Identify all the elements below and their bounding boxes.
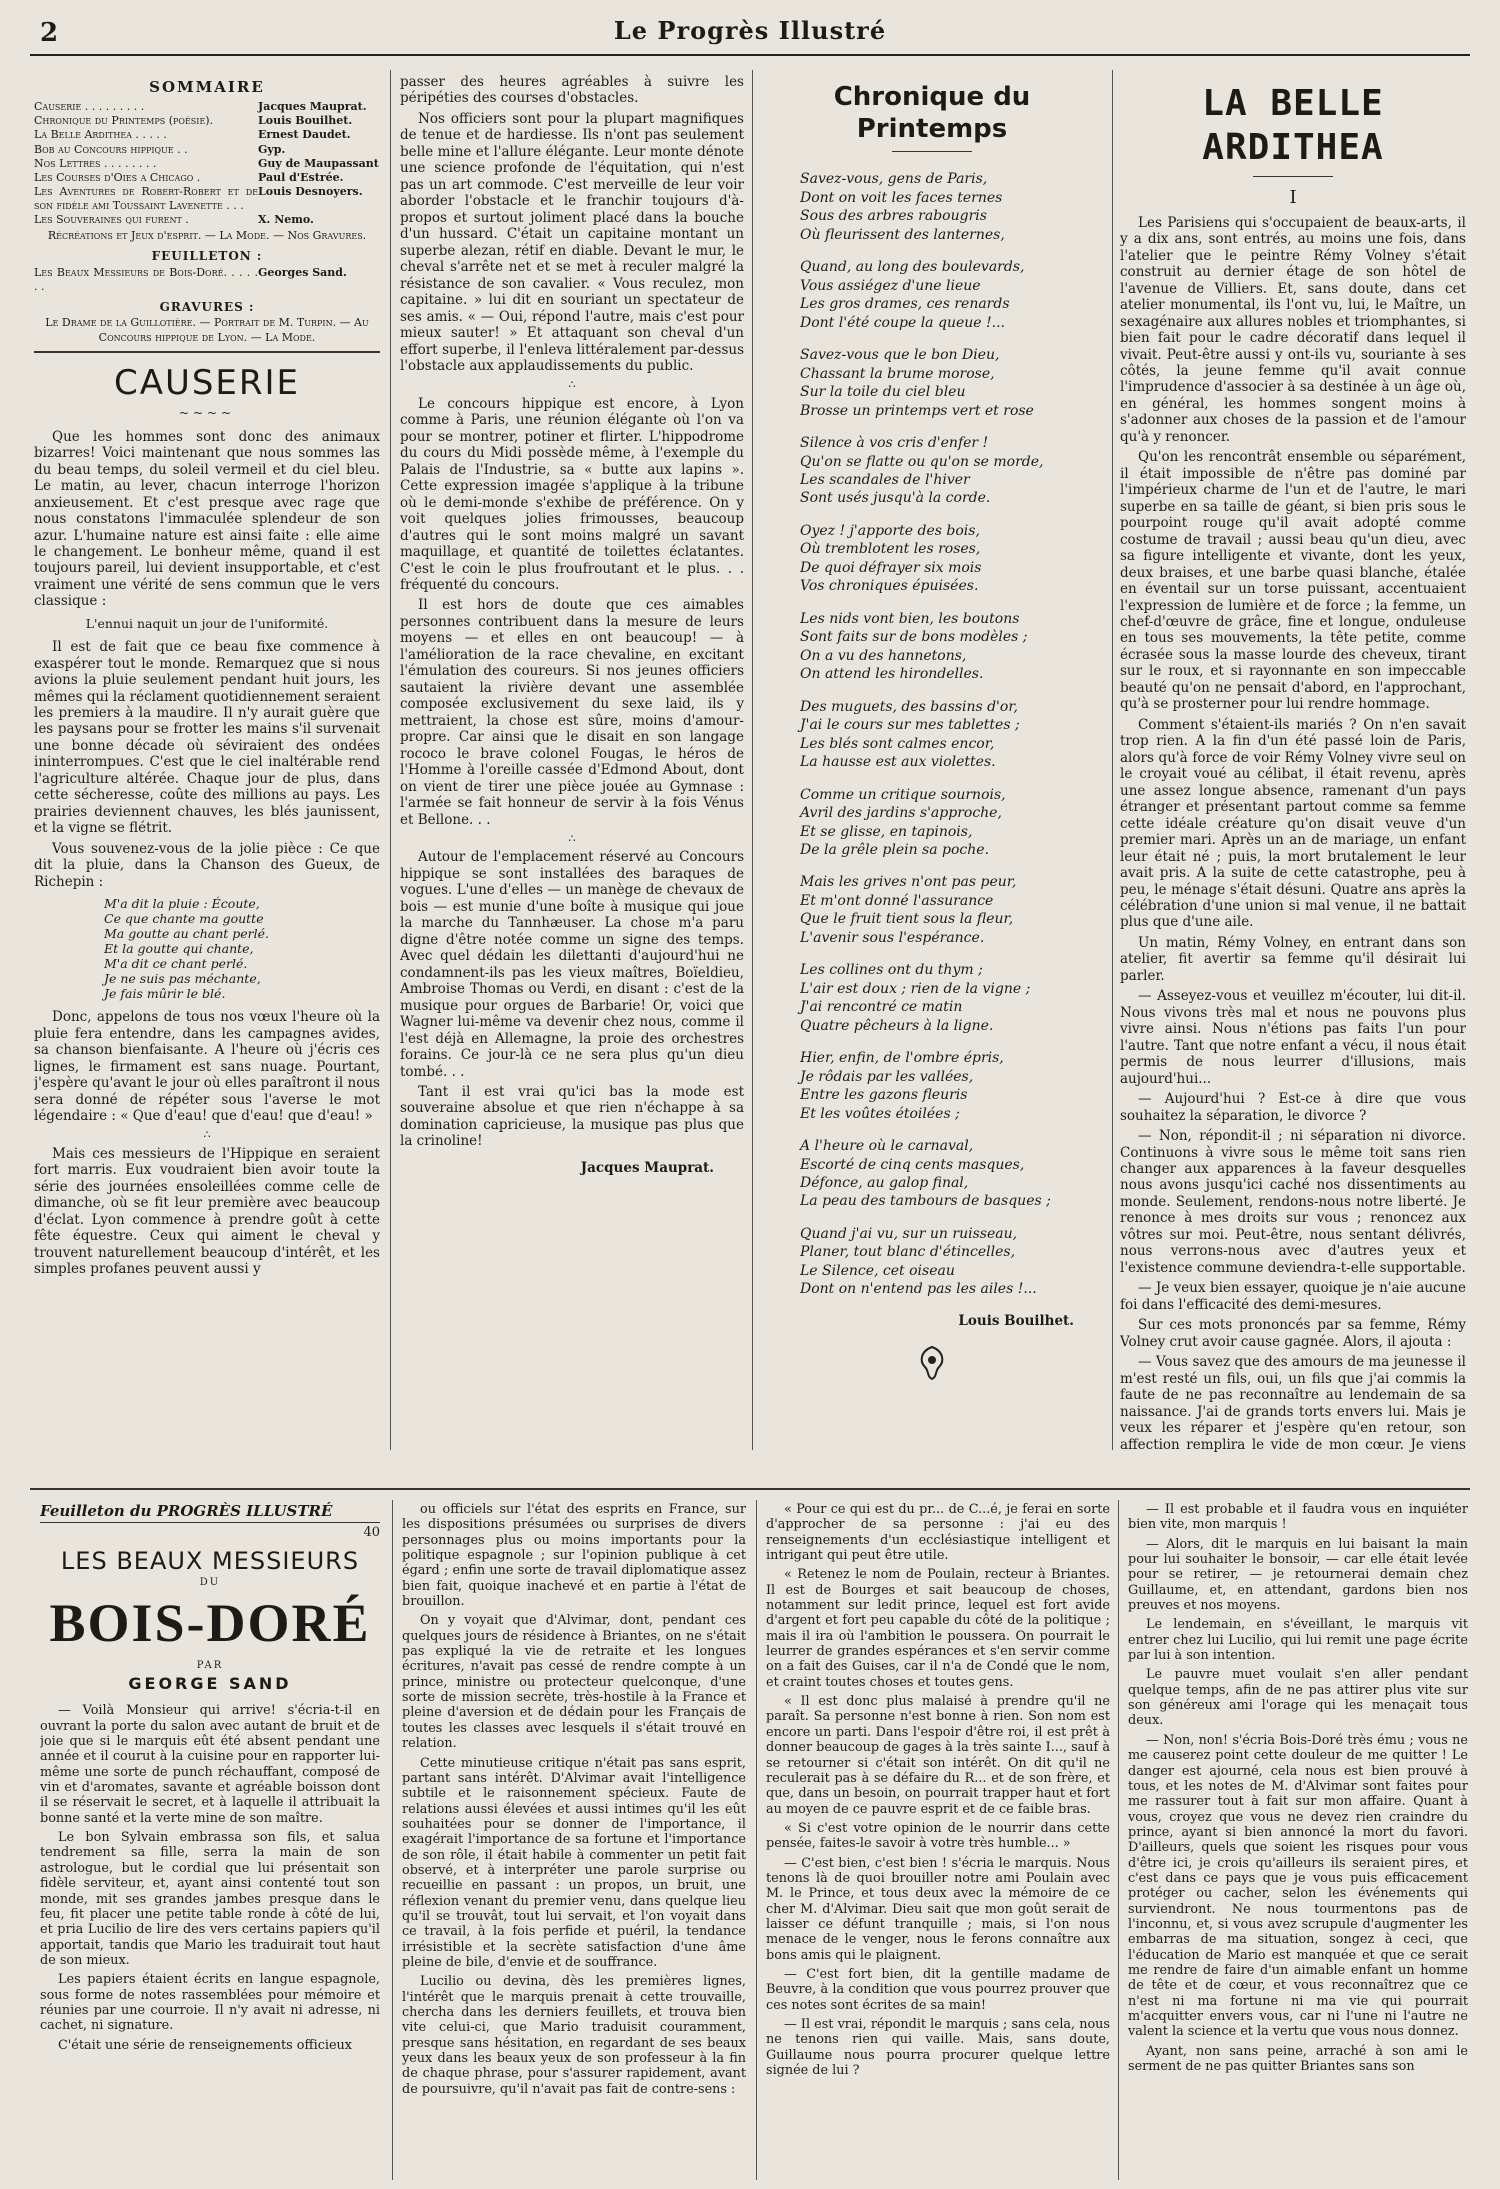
sommaire-item-label: Chronique du Printemps (poésie).	[34, 114, 214, 128]
sommaire-item-author: Gyp.	[258, 142, 286, 156]
column-chronique	[760, 74, 1104, 1454]
poem-line: Avril des jardins s'approche,	[800, 805, 1002, 822]
belle-paragraph: Les Parisiens qui s'occupaient de beaux-arts, il y a dix ans, sont entrés, au moins une fois, dans l'atelier que le peintre Rémy Volney s'était construit au dernier étage de son hôtel de l'avenue de Villiers. Et, sans doute, dans cet atelier monumental, ils l'ont vu, lui, le Maître, un sexagénaire aux allures nobles et triomphantes, si bien fait pour le cadre décoratif dans lequel il vivait. Peut-être aussi y ont-ils vu, souriante à ses côtés, la jeune femme qu'il avait connue l'imprudence d'associer à sa destinée à un âge où, en général, les hommes songent moins à s'adonner aux choses de la passion et de l'amour qu'à y renoncer.	[1120, 214, 1466, 445]
poem-line: Et m'ont donné l'assurance	[800, 892, 994, 909]
poem-line: Savez-vous, gens de Paris,	[800, 171, 988, 188]
poem-line: Sur la toile du ciel bleu	[800, 384, 966, 401]
feuilleton-paragraph: « Pour ce qui est du pr... de C...é, je ferai en sorte d'approcher de sa personne : j'ai eu des renseignements d'un ecclésiastique intelligent et intrigant qui peut être utile.	[766, 1502, 1110, 1564]
poem-line: Sont usés jusqu'à la corde.	[800, 490, 991, 507]
poem-stanza	[800, 1225, 1104, 1299]
poem-line: Brosse un printemps vert et rose	[800, 402, 1034, 419]
poem-line: Les gros drames, ces renards	[800, 296, 1010, 313]
page-number: 2	[40, 18, 59, 48]
title-ornament: ~~~~	[178, 406, 236, 421]
poem-line: Quand, au long des boulevards,	[800, 259, 1025, 276]
sommaire-item	[34, 114, 380, 128]
chronique-title: Chronique du Printemps	[833, 82, 1031, 144]
feuilleton-column-3	[766, 1502, 1110, 2182]
feuilleton-number: 40	[363, 1525, 380, 1540]
poem-line: Dont on n'entend pas les ailes !...	[800, 1281, 1037, 1298]
poem-stanza	[800, 786, 1104, 860]
causerie-paragraph: Autour de l'emplacement réservé au Concours hippique se sont installées des baraques de vogues. L'une d'elles — un manège de chevaux de bois — est munie d'une boîte à musique qui joue la marche du Tannhæuser. La chose m'a paru digne d'être notée comme un signe des temps. Avec quel dédain les dilettanti d'aujourd'hui ne condamnent-ils pas les vieux maîtres, Boïeldieu, Ambroise Thomas ou Verdi, en disant : c'est de la musique pour orgues de Barbarie! Or, voici que Wagner lui-même va devenir chez nous, comme il l'est déjà en Allemagne, la proie des orchestres forains. Ce jour-là ce ne sera plus qu'un dieu tombé. . .	[400, 849, 744, 1080]
feuilleton-paragraph: — C'est bien, c'est bien ! s'écria le marquis. Nous tenons là de quoi brouiller notre ami Poulain avec M. le Prince, et tous deux avec la mémoire de ce cher M. d'Alvimar. Dieu sait que mon goût serait de laisser ce défunt tranquille ; mais, si l'on nous menace de le venger, nous le ferons connaître aux bons amis qui le plaignent.	[766, 1855, 1110, 1963]
feuilleton-paragraph: Le bon Sylvain embrassa son fils, et salua tendrement sa fille, serra la main de son astrologue, but le cordial que lui présentait son fidèle serviteur, et, ayant ainsi contenté tout son monde, mit ses grandes jambes presque dans le feu, fit placer une petite table ronde à côté de lui, et pria Lucilio de lire des vers certains papiers qu'il apportait, tandis que Mario les traduirait tout haut de son mieux.	[40, 1830, 380, 1968]
feuilleton-column-2	[402, 1502, 746, 2182]
poem-line: Et les voûtes étoilées ;	[800, 1105, 960, 1122]
causerie-epigraph: L'ennui naquit un jour de l'uniformité.	[85, 615, 329, 631]
feuilleton-paragraph: — Il est probable et il faudra vous en inquiéter bien vite, mon marquis !	[1128, 1502, 1468, 1533]
feuilleton-paragraph: — Alors, dit le marquis en lui baisant la main pour lui souhaiter le bonsoir, — car elle était levée pour se retirer, — je retournerai demain chez Guillaume, et, en attendant, gardons bien nos preuves et nos moyens.	[1128, 1536, 1468, 1614]
feuilleton-paragraph: « Retenez le nom de Poulain, recteur à Briantes. Il est de Bourges et sait beaucoup de choses, notamment sur ledit prince, lequel est fort avide d'argent et fort peu capable du côté de la politique ; mais il ira où l'ambition le poussera. On pourrait le leurrer de grandes espérances et s'en servir comme on a fait des Guises, car il n'a de Condé que le nom, et craint toutes choses et toutes gens.	[766, 1567, 1110, 1690]
sommaire-item-label: Les Beaux Messieurs de Bois-Doré. . . . . . .	[34, 265, 258, 293]
causerie-paragraph: Tant il est vrai qu'ici bas la mode est souveraine absolue et que rien n'échappe à sa domination capricieuse, la musique pas plus que la crinoline!	[400, 1084, 744, 1150]
verse-line: Ce que chante ma goutte	[104, 911, 264, 927]
poem-line: Qu'on se flatte ou qu'on se morde,	[800, 453, 1044, 470]
feuilleton-paragraph: ou officiels sur l'état des esprits en France, sur les dispositions présumées ou surprises de divers personnages plus ou moins importants pour la politique espagnole ; sur l'opinion publique à cet égard ; enfin une sorte de travail diplomatique assez bien fait, quoique inachevé et en partie à l'état de brouillon.	[402, 1502, 746, 1610]
section-divider	[30, 1488, 1470, 1490]
poem-line: La hausse est aux violettes.	[800, 754, 996, 771]
poem-line: De la grêle plein sa poche.	[800, 841, 990, 858]
column-divider	[390, 70, 391, 1450]
causerie-paragraph: passer des heures agréables à suivre les péripéties des courses d'obstacles.	[400, 74, 744, 107]
poem-line: Que le fruit tient sous la fleur,	[800, 911, 1014, 928]
poem-line: Sont faits sur de bons modèles ;	[800, 629, 1028, 646]
feuilleton-paragraph: Le lendemain, en s'éveillant, le marquis vit entrer chez lui Lucilio, qui lui remit une page écrite par lui à son intention.	[1128, 1617, 1468, 1664]
sommaire-item-label: Les Souveraines qui furent .	[34, 212, 189, 226]
column-divider	[1118, 1500, 1119, 2180]
poem-line: Dont l'été coupe la queue !...	[800, 314, 1005, 331]
causerie-paragraph: Donc, appelons de tous nos vœux l'heure où la pluie fera entendre, dans les campagnes avides, sa chanson bienfaisante. A l'heure où j'écris ces lignes, le firmament est sans nuage. Pourtant, j'espère qu'avant le jour où elles paraîtront il nous sera donné de répéter sous l'averse le mot légendaire : « Que d'eau! que d'eau! que d'eau! »	[34, 1009, 380, 1124]
sommaire-item	[34, 213, 380, 227]
sommaire-item-label: La Belle Ardithea . . . . .	[34, 128, 167, 142]
sommaire-gravures-title: GRAVURES :	[159, 299, 255, 314]
feuilleton-text	[766, 1502, 1110, 2078]
feuilleton-author: GEORGE SAND	[128, 1674, 292, 1694]
poem-line: On a vu des hannetons,	[800, 647, 967, 664]
sommaire-item-label: Les Aventures de Robert-Robert et de son fidèle ami Toussaint Lavenette . . .	[34, 184, 258, 212]
title-rule	[1253, 176, 1333, 177]
causerie-paragraph: Il est hors de doute que ces aimables personnes contribuent dans la mesure de leurs moyens — et elles en ont beaucoup! — à l'amélioration de la race chevaline, en excitant l'émulation des coureurs. Si nos jeunes officiers sautaient la rivière devant une assemblée composée exclusivement du sexe laid, ils y mettraient, la chose est sûre, moins d'amour-propre. Car ainsi que le disait en son langage rococo le brave colonel Fougas, le héros de l'Homme à l'oreille cassée d'Edmond About, dont on vient de tirer une pièce jouée au Gymnase : l'armée se fait honneur de servir à la fois Vénus et Bellone. . .	[400, 597, 744, 828]
poem-stanza	[800, 1049, 1104, 1123]
poem-line: Les blés sont calmes encor,	[800, 735, 995, 752]
poem-line: On attend les hirondelles.	[800, 666, 984, 683]
poem-line: Où fleurissent des lanternes,	[800, 226, 1005, 243]
poem-line: Défonce, au galop final,	[800, 1175, 969, 1191]
feuilleton-par: PAR	[196, 1660, 224, 1672]
poem-line: Les scandales de l'hiver	[800, 472, 970, 488]
feuilleton-column-4	[1128, 1502, 1468, 2182]
sommaire-item-author: X. Nemo.	[258, 212, 314, 226]
poem-stanza	[800, 1137, 1104, 1211]
poem-stanza	[800, 961, 1104, 1035]
title-rule	[892, 151, 972, 152]
feuilleton-text	[40, 1703, 380, 2053]
belle-paragraph: Sur ces mots prononcés par sa femme, Rémy Volney crut avoir cause gagnée. Alors, il ajouta :	[1120, 1317, 1466, 1350]
belle-paragraph: — Je veux bien essayer, quoique je n'aie aucune foi dans l'efficacité des demi-mesures.	[1120, 1280, 1466, 1313]
column-divider	[752, 70, 753, 1450]
feuilleton-paragraph: « Si c'est votre opinion de le nourrir dans cette pensée, faites-le savoir à votre très humble... »	[766, 1820, 1110, 1852]
causerie-paragraph: Il est de fait que ce beau fixe commence à exaspérer tout le monde. Remarquez que si nous avions la pluie seulement pendant huit jours, les mêmes qui la réclament quotidiennement seraient les premiers à la maudire. Il n'y aurait guère que les paysans pour se frotter les mains s'il survenait une bonne décade où séviraient des ondées ininterrompues. C'est que le ciel inaltérable rend l'agriculture altérée. Chaque jour de plus, dans cette sécheresse, coûte des millions au pays. Les prairies deviennent chauves, les blés jaunissent, et la vigne se flétrit.	[34, 639, 380, 837]
poem-line: J'ai le cours sur mes tablettes ;	[800, 717, 1020, 734]
poem-line: Planer, tout blanc d'étincelles,	[800, 1244, 1016, 1261]
feuilleton-paragraph: Lucilio ou devina, dès les premières lignes, l'intérêt que le marquis prenait à cette trouvaille, chercha dans les derniers feuillets, et trouva bien vite celui-ci, que Mario traduisit couramment, presque sans hésitation, en regardant de ses beaux yeux dans les beaux yeux de son professeur à la fin de chaque phrase, pour s'assurer rapidement, avant de poursuivre, qu'il n'avait pas fait de contre-sens :	[402, 1974, 746, 2097]
feuilleton-paragraph: « Il est donc plus malaisé à prendre qu'il ne paraît. Sa personne n'est bonne à rien. Son nom est encore un parti. Dans l'espoir d'être roi, il est prêt à donner beaucoup de gages à la très sainte I..., sauf à se retourner si c'était son intérêt. On dit qu'il ne reculerait pas à se défaire du R... et de son frère, et que, dans un besoin, on pourrait trapper haut et fort au moyen de ce pauvre esprit et de ce faible bras.	[766, 1694, 1110, 1817]
verse-line: M'a dit la pluie : Écoute,	[104, 896, 260, 912]
sommaire-item-label: Les Courses d'Oies a Chicago .	[34, 170, 201, 184]
sommaire-gravures-text: Le Drame de la Guillotière. — Portrait de M. Turpin. — Au Concours hippique de Lyon. — La Mode.	[45, 316, 369, 344]
section-separator: ∴	[568, 378, 576, 392]
feuilleton-title-du: DU	[199, 1577, 221, 1589]
poem-stanza	[800, 522, 1104, 596]
poem-stanza	[800, 698, 1104, 772]
masthead	[30, 12, 1470, 56]
sommaire-extra: Récréations et Jeux d'esprit. — La Mode. — Nos Gravures.	[47, 229, 367, 242]
sommaire-item-author: Georges Sand.	[258, 265, 347, 279]
poem-stanza	[800, 434, 1104, 508]
verse-line: M'a dit ce chant perlé.	[104, 956, 248, 972]
poem-line: Hier, enfin, de l'ombre épris,	[800, 1050, 1004, 1067]
causerie-signature: Jacques Mauprat.	[580, 1159, 714, 1176]
sommaire-item-label: Bob au Concours hippique . .	[34, 142, 188, 156]
poem-line: Sous des arbres rabougris	[800, 208, 987, 225]
sommaire-item	[34, 185, 380, 213]
poem-line: Vous assiégez d'une lieue	[800, 277, 981, 294]
sommaire-item-label: Nos Lettres . . . . . . . .	[34, 156, 157, 170]
poem-line: L'avenir sous l'espérance.	[800, 929, 985, 946]
poem-line: Quand j'ai vu, sur un ruisseau,	[800, 1225, 1018, 1242]
poem-line: Et se glisse, en tapinois,	[800, 823, 973, 840]
feuilleton-column-1	[40, 1502, 380, 2182]
poem-stanza	[800, 170, 1104, 244]
poem-line: J'ai rencontré ce matin	[800, 999, 963, 1016]
verse-line: Et la goutte qui chante,	[104, 941, 254, 957]
chronique-poem	[760, 170, 1104, 1298]
feuilleton-paragraph: Les papiers étaient écrits en langue espagnole, sous forme de notes rassemblées pour mémoire et réunies par une courroie. Il n'y avait ni adresse, ni cachet, ni signature.	[40, 1972, 380, 2034]
verse-line: Je fais mûrir le blé.	[104, 986, 226, 1002]
column-divider	[1112, 70, 1113, 1450]
column-divider	[392, 1500, 393, 2180]
belle-paragraph: — Vous savez que des amours de ma jeunesse il m'est resté un fils, oui, un fils que j'ai commis la faute de ne pas reconnaître au lendemain de sa naissance. J'ai de grands torts envers lui. Mais je veux les réparer et j'espère qu'en retour, son affection remplira le vide de mon cœur. Je viens	[1120, 1354, 1466, 1453]
poem-line: La peau des tambours de basques ;	[800, 1193, 1051, 1210]
poem-line: Le Silence, cet oiseau	[800, 1262, 955, 1279]
sommaire-list	[34, 100, 380, 227]
poem-line: Où tremblotent les roses,	[800, 541, 981, 558]
poem-line: Comme un critique sournois,	[800, 786, 1006, 803]
sommaire-feuilleton-title: FEUILLETON :	[151, 249, 263, 264]
sommaire	[34, 78, 380, 345]
poem-line: Des muguets, des bassins d'or,	[800, 698, 1018, 715]
causerie-title: CAUSERIE	[113, 362, 301, 403]
poem-line: Entre les gazons fleuris	[800, 1087, 968, 1104]
verse-line: Je ne suis pas méchante,	[104, 971, 261, 987]
belle-paragraph: Comment s'étaient-ils mariés ? On n'en savait trop rien. A la fin d'un été passé loin de Paris, alors qu'à force de voir Rémy Volney vivre seul on le croyait voué au célibat, il était revenu, après une assez longue absence, ramenant d'un pays étranger et présentant partout comme sa femme cette idéale créature qu'on disait veuve d'un premier mari. Après un an de mariage, un enfant leur était né ; puis, la mort brutalement le leur avait pris. A la suite de cette catastrophe, peu à peu, le ménage s'était désuni. Quatre ans après la célébration d'une union si mal venue, il ne battait plus que d'une aile.	[1120, 716, 1466, 931]
feuilleton-paragraph: — Il est vrai, répondit le marquis ; sans cela, nous ne tenons rien qui vaille. Mais, sans doute, Guillaume nous pourra procurer quelque lettre signée de lui ?	[766, 2017, 1110, 2079]
poem-line: Je rôdais par les vallées,	[800, 1068, 974, 1085]
poem-line: Escorté de cinq cents masques,	[800, 1156, 1025, 1173]
newspaper-title: Le Progrès Illustré	[613, 16, 887, 45]
column-divider	[756, 1500, 757, 2180]
sommaire-item-author: Paul d'Estrée.	[258, 170, 344, 184]
poem-line: Les nids vont bien, les boutons	[800, 610, 1020, 627]
feuilleton-text	[402, 1502, 746, 2097]
sommaire-item	[34, 128, 380, 142]
feuilleton-paragraph: — C'est fort bien, dit la gentille madame de Beuvre, à la condition que vous pourrez prouver que ces notes sont écrites de sa main!	[766, 1966, 1110, 2013]
feuilleton-paragraph: Le pauvre muet voulait s'en aller pendant quelque temps, afin de ne pas attirer plus vite sur son généreux ami l'orage qui les menaçait tous deux.	[1128, 1667, 1468, 1729]
ornament-logo	[760, 1343, 1104, 1387]
poem-stanza	[800, 610, 1104, 684]
sommaire-title: SOMMAIRE	[149, 78, 265, 96]
poem-line: Mais les grives n'ont pas peur,	[800, 874, 1017, 891]
feuilleton-title-top: LES BEAUX MESSIEURS	[60, 1546, 360, 1575]
causerie-paragraph: Vous souvenez-vous de la jolie pièce : Ce que dit la pluie, dans la Chanson des Gueux, de Richepin :	[34, 840, 380, 890]
feuilleton-paragraph: On y voyait que d'Alvimar, dont, pendant ces quelques jours de résidence à Briantes, on ne s'était pas expliqué la vie de retraite et les longues écritures, n'avait pas cessé de rendre compte à un prince, ministre ou protecteur quelconque, d'une sorte de mission secrète, très-hostile à la France et pleine d'aversion et de dédain pour les Français de toutes les classes avec lesquels il s'était trouvé en relation.	[402, 1613, 746, 1752]
sommaire-item-author: Louis Desnoyers.	[258, 184, 363, 198]
sommaire-divider	[34, 351, 380, 353]
sommaire-item-author: Guy de Maupassant	[258, 156, 379, 170]
poem-stanza	[800, 346, 1104, 420]
belle-paragraph: Qu'on les rencontrât ensemble ou séparément, il était impossible de n'être pas dominé par l'impérieux charme de l'un et de l'autre, le mari superbe en sa taille de géant, si bien pris sous le pourpoint rouge qu'il avait adopté comme costume de travail ; aussi beau qu'un dieu, avec sa figure intelligente et vivante, dont les yeux, deux braises, et une barbe quasi blanche, étalée en éventail sur un torse puissant, accentuaient l'expression de lumière et de force ; la femme, un chef-d'œuvre de grâce, fine et longue, onduleuse en tous ses mouvements, la tête petite, comme écrasée sous la masse lourde des cheveux, tirant sur le roux, et si rayonnante en son impeccable beauté qu'on ne pensait d'abord, en l'approchant, qu'à se prosterner pour lui rendre hommage.	[1120, 449, 1466, 713]
sommaire-item-label: Causerie . . . . . . . . .	[34, 100, 145, 114]
poem-line: Les collines ont du thym ;	[800, 962, 983, 979]
causerie-paragraph: Mais ces messieurs de l'Hippique en seraient fort marris. Eux voudraient bien avoir toute la série des journées ensoleillées comme celle de dimanche, où se fit leur première avec beaucoup d'éclat. Lyon commence à prendre goût à cette fête équestre. Ceux qui aiment le cheval y trouvent naturellement beaucoup d'intérêt, et les simples profanes peuvent aussi y	[34, 1145, 380, 1278]
sommaire-item-author: Jacques Mauprat.	[258, 100, 367, 114]
belle-paragraph: Un matin, Rémy Volney, en entrant dans son atelier, fit avertir sa femme qu'il désirait lui parler.	[1120, 934, 1466, 984]
belle-text	[1120, 215, 1466, 1454]
belle-paragraph: — Asseyez-vous et veuillez m'écouter, lui dit-il. Nous vivons très mal et nous ne pouvons plus vivre ainsi. Nous n'étions pas faits l'un pour l'autre. Tant que notre enfant a vécu, il nous était permis de nous leurrer d'illusions, mais aujourd'hui...	[1120, 988, 1466, 1087]
sommaire-item-author: Louis Bouilhet.	[258, 114, 353, 128]
column-belle-arditheta	[1120, 74, 1466, 1454]
poem-line: Chassant la brume morose,	[800, 365, 995, 382]
feuilleton-title-main: BOIS-DORÉ	[49, 1593, 371, 1654]
sommaire-item	[34, 143, 380, 157]
vignette-icon	[915, 1343, 949, 1383]
column-causerie-continued	[400, 74, 744, 1454]
poem-line: Vos chroniques épuisées.	[800, 578, 979, 595]
chapter-number: I	[1289, 186, 1297, 208]
causerie-paragraph: Que les hommes sont donc des animaux bizarres! Voici maintenant que nous sommes las du beau temps, du soleil vermeil et du ciel bleu. Le matin, au lever, chacun interroge l'horizon anxieusement. Et c'est presque avec rage que nous constatons l'immaculée splendeur de son azur. L'humaine nature est ainsi faite : elle aime le changement. Le bonheur même, quand il est toujours pareil, lui devient insupportable, et c'est vraiment une vérité de sens commun que le vers classique :	[34, 428, 380, 610]
verse-line: Ma goutte au chant perlé.	[104, 926, 269, 942]
poem-line: A l'heure où le carnaval,	[800, 1138, 974, 1155]
poem-line: Savez-vous que le bon Dieu,	[800, 347, 1000, 364]
poem-line: Silence à vos cris d'enfer !	[800, 435, 989, 452]
feuilleton-paragraph: — Voilà Monsieur qui arrive! s'écria-t-il en ouvrant la porte du salon avec autant de bruit et de joie que si le marquis eût été absent pendant une année et il courut à la cuisine pour en rapporter lui-même une sorte de punch réchauffant, composé de vin et d'aromates, savante et agréable boisson dont il se réservait le secret, et à laquelle il attribuait la bonne santé et la verte mine de son maître.	[40, 1703, 380, 1826]
causerie-paragraph: Le concours hippique est encore, à Lyon comme à Paris, une réunion élégante où l'on va pour se montrer, potiner et flirter. L'hippodrome du cours du Midi possède même, à l'exemple du Palais de l'Industrie, sa « butte aux lapins ». Cette expression imagée s'applique à la tribune où le demi-monde s'exhibe de préférence. On y voit quelques jolies frimousses, beaucoup d'autres qui le sont moins malgré un savant maquillage, et quantité de toilettes éclatantes. C'est le coin le plus froufroutant et le plus. . . fréquenté du concours.	[400, 395, 744, 593]
belle-title: LA BELLE ARDITHEA	[1202, 83, 1384, 168]
poem-line: Dont on voit les faces ternes	[800, 189, 1003, 206]
poem-stanza	[800, 873, 1104, 947]
column-sommaire-causerie	[34, 74, 380, 1454]
feuilleton-paragraph: Cette minutieuse critique n'était pas sans esprit, partant sans intérêt. D'Alvimar avait l'intelligence subtile et le raisonnement spécieux. Faute de relations aussi élevées et aussi intimes qu'il les eût souhaitées pour se donner de l'importance, il exagérait l'importance de sa fortune et l'importance de son rôle, il était habile à commenter un petit fait observé, et à interpréter une parole surprise ou recueillie en passant : un propos, un bruit, une réflexion venant du premier venu, dans quelque lieu qu'il se trouvât, tout lui servait, et l'on voyait dans ce travail, à la fois perfide et puéril, la tendance irrésistible et la secrète satisfaction d'une âme pleine de bile, d'envie et de souffrance.	[402, 1755, 746, 1970]
causerie-verse	[104, 896, 380, 1001]
sommaire-item	[34, 171, 380, 185]
belle-paragraph: — Aujourd'hui ? Est-ce à dire que vous souhaitez la séparation, le divorce ?	[1120, 1091, 1466, 1124]
section-separator: ∴	[203, 1128, 211, 1142]
feuilleton-paragraph: Ayant, non sans peine, arraché à son ami le serment de ne pas quitter Briantes sans son	[1128, 2043, 1468, 2075]
poem-stanza	[800, 258, 1104, 332]
feuilleton-paragraph: C'était une série de renseignements officieux	[58, 2037, 352, 2053]
feuilleton-header: Feuilleton du PROGRÈS ILLUSTRÉ	[40, 1502, 380, 1523]
poem-line: De quoi défrayer six mois	[800, 559, 982, 576]
feuilleton-paragraph: — Non, non! s'écria Bois-Doré très ému ; vous ne me causerez point cette douleur de me quitter ! Le danger est ajourné, cela nous est bien prouvé à tous, et les notes de M. d'Alvimar sont faites pour me rassurer tout à fait sur mon affaire. Quant à vous, croyez que vous ne devez rien craindre du prince, ayant si bien annoncé la mort du favori. D'ailleurs, quels que soient les risques pour vous d'être ici, je crois qu'ailleurs ils seraient pires, et c'est dans ce pays que je vous puis efficacement protéger ou cacher, selon les événements qui surviendront. Ne nous tourmentons pas de l'inconnu, et, si vous avez scrupule d'augmenter les embarras de ma situation, songez à ceci, que l'éducation de Mario est manquée et que ce serait me rendre de faire d'un aimable enfant un homme de tête et de cœur, et vous reconnaîtrez que ce n'est ni ma fortune ni ma vie qui pourrait m'acquitter envers vous, car ni l'une ni l'autre ne valent la science et la vertu que vous nous donnez.	[1128, 1732, 1468, 2040]
sommaire-item	[34, 157, 380, 171]
chronique-signature: Louis Bouilhet.	[958, 1312, 1074, 1329]
section-separator: ∴	[568, 832, 576, 846]
sommaire-item-author: Ernest Daudet.	[258, 128, 351, 142]
belle-paragraph: — Non, répondit-il ; ni séparation ni divorce. Continuons à vivre sous le même toit sans rien changer aux apparences à la faveur desquelles nous avons jusqu'ici caché nos dissentiments au monde. Seulement, rendons-nous notre liberté. Je renonce à mes droits sur vous ; renoncez aux vôtres sur moi. Peut-être, nous sentant délivrés, nous verrons-nous avec d'autres yeux et l'existence commune deviendra-t-elle supportable.	[1120, 1128, 1466, 1276]
poem-line: L'air est doux ; rien de la vigne ;	[800, 980, 1031, 997]
sommaire-item	[34, 100, 380, 114]
poem-line: Quatre pêcheurs à la ligne.	[800, 1017, 994, 1034]
causerie-paragraph: Nos officiers sont pour la plupart magnifiques de tenue et de hardiesse. Ils n'ont pas seulement belle mine et l'allure élégante. Leur monte dénote une science profonde de l'équitation, qui n'est pas un art commode. C'est merveille de leur voir aborder l'obstacle et le franchir toujours d'à-propos et surtout joliment placé dans la bouche d'un hussard. C'était un capitaine montant un superbe alezan, rétif en diable. Devant le mur, le cheval s'arrête net et se met à reculer malgré la résistance de son cavalier. « Vous reculez, mon capitaine. » lui dit en souriant un spectateur de ses amis. « — Oui, répond l'autre, mais c'est pour mieux sauter! » Et attaquant son cheval d'un effort superbe, il l'enleva littéralement par-dessus l'obstacle aux applaudissements du public.	[400, 110, 744, 374]
feuilleton-text	[1128, 1502, 1468, 2074]
sommaire-feuilleton-item	[34, 266, 380, 294]
poem-line: Oyez ! j'apporte des bois,	[800, 522, 980, 539]
